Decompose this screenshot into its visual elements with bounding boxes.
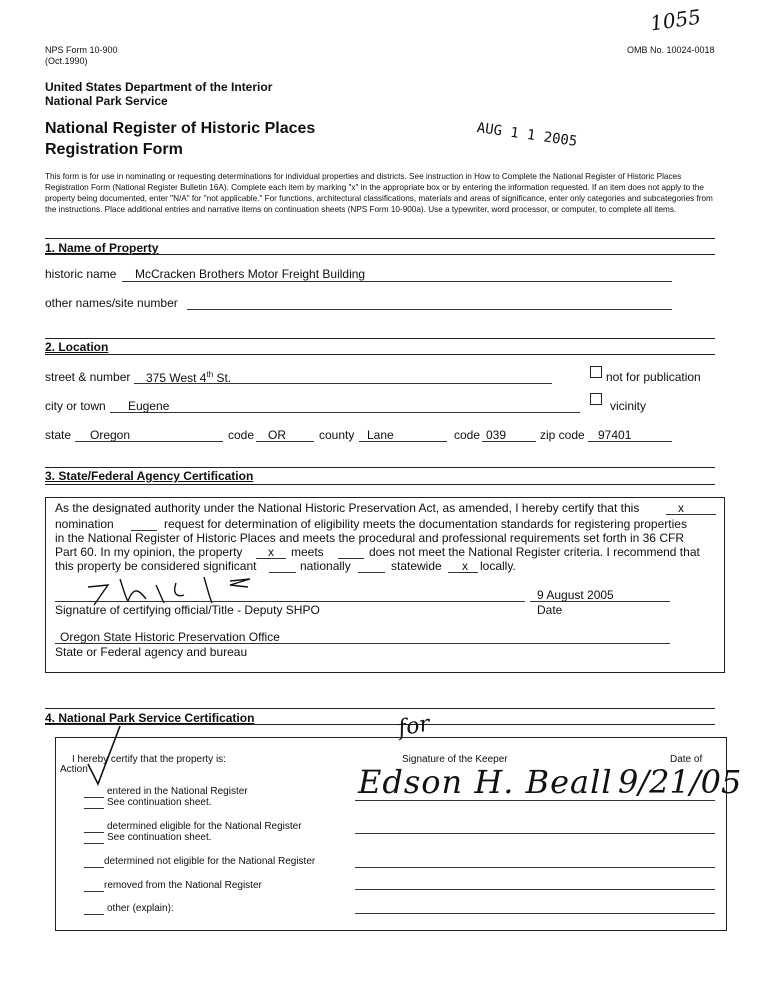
- state-label: state: [45, 428, 72, 442]
- county-code-label: code: [454, 428, 481, 442]
- signature-label: Signature of certifying official/Title - Deputy SHPO: [55, 603, 320, 617]
- cert-line-4a: Part 60. In my opinion, the property: [55, 545, 243, 559]
- statewide-checkline[interactable]: [358, 572, 385, 573]
- street-value[interactable]: 375 West 4th St.: [146, 370, 232, 385]
- state-code-label: code: [228, 428, 255, 442]
- section1-heading: 1. Name of Property: [45, 241, 159, 255]
- instructions-text: This form is for use in nominating or requesting determinations for individual properties and districts. See instruction in How to Complete the National Register of Historic Places Registration Form (National Register Bulletin 16A). Complete each item by marking "x" in the appropriate box or by entering the information requested. If an item does not apply to the property being documented, enter "N/A" for "not applicable." For functions, architectural classifications, materials and areas of significance, enter only categories and subcategories from the instructions. Place additional entries and narrative items on continuation sheets (NPS Form 10-900a). Use a typewriter, word processor, or computer, to complete all items.: [45, 172, 713, 214]
- city-value[interactable]: Eugene: [128, 399, 170, 413]
- sig-date-value[interactable]: 9 August 2005: [537, 588, 614, 602]
- date-label: Date: [537, 603, 563, 617]
- section-rule: [45, 484, 715, 485]
- date-of-action-label: Date of: [670, 754, 703, 765]
- received-stamp: AUG 1 1 2005: [475, 120, 579, 150]
- street-label: street & number: [45, 370, 131, 384]
- field-underline: [448, 572, 478, 573]
- not-eligible-checkline[interactable]: [84, 867, 104, 868]
- zip-value[interactable]: 97401: [598, 428, 632, 442]
- field-underline: [122, 281, 672, 282]
- check-mark: [82, 724, 132, 788]
- field-underline: [666, 514, 716, 515]
- section-rule: [45, 467, 715, 468]
- not-for-publication-checkbox[interactable]: [590, 366, 602, 378]
- option-entered-continuation: See continuation sheet.: [107, 797, 212, 808]
- field-underline: [187, 309, 672, 310]
- state-code-value[interactable]: OR: [268, 428, 286, 442]
- not-for-publication-label: not for publication: [606, 370, 701, 384]
- field-underline: [482, 441, 536, 442]
- section2-heading: 2. Location: [45, 340, 109, 354]
- county-code-value[interactable]: 039: [486, 428, 507, 442]
- section-rule: [45, 708, 715, 709]
- form-number: NPS Form 10-900: [45, 45, 118, 55]
- cert-line-3: in the National Register of Historic Places and meets the procedural and professional requirements set forth in 36 CFR: [55, 531, 684, 545]
- field-underline: [110, 412, 580, 413]
- city-label: city or town: [45, 399, 106, 413]
- agency-value[interactable]: Oregon State Historic Preservation Office: [60, 630, 280, 644]
- keeper-sig-line: [355, 889, 715, 890]
- page-title: National Register of Historic Places: [45, 120, 316, 137]
- signature-line: [55, 601, 525, 602]
- cert-line-5b: nationally: [300, 559, 351, 573]
- omb-number: OMB No. 10024-0018: [627, 45, 715, 55]
- state-value[interactable]: Oregon: [90, 428, 131, 442]
- section4-heading: 4. National Park Service Certification: [45, 711, 255, 725]
- cert-line-2b: request for determination of eligibility meets the documentation standards for registering properties: [164, 517, 687, 531]
- cert-line-5a: this property be considered significant: [55, 559, 257, 573]
- handwritten-number: 1055: [648, 4, 703, 36]
- removed-checkline[interactable]: [84, 891, 104, 892]
- other-checkline[interactable]: [84, 914, 104, 915]
- section-rule: [45, 338, 715, 339]
- agency-service: National Park Service: [45, 94, 168, 108]
- cert-line-2a: nomination: [55, 517, 114, 531]
- section-rule: [45, 724, 715, 725]
- agency-label: State or Federal agency and bureau: [55, 645, 248, 659]
- option-eligible-continuation: See continuation sheet.: [107, 832, 212, 843]
- certify-text: I hereby certify that the property is:: [72, 754, 226, 765]
- cert-mark-nomination[interactable]: x: [678, 501, 684, 515]
- cert-line-5d: locally.: [480, 559, 516, 573]
- option-eligible: determined eligible for the National Register: [107, 821, 302, 832]
- keeper-label: Signature of the Keeper: [402, 754, 508, 765]
- page-subtitle: Registration Form: [45, 141, 183, 158]
- other-names-label: other names/site number: [45, 296, 178, 310]
- cert-line-4c: does not meet the National Register criteria. I recommend that: [369, 545, 700, 559]
- eligible-continuation-checkline[interactable]: [84, 843, 104, 844]
- section-rule: [45, 254, 715, 255]
- keeper-sig-line: [355, 833, 715, 834]
- department: United States Department of the Interior: [45, 80, 273, 94]
- option-entered: entered in the National Register: [107, 786, 248, 797]
- county-value[interactable]: Lane: [367, 428, 394, 442]
- handwritten-for: for: [396, 711, 432, 742]
- field-underline: [588, 441, 672, 442]
- action-label: Action: [60, 764, 88, 775]
- section3-heading: 3. State/Federal Agency Certification: [45, 469, 254, 483]
- section-rule: [45, 354, 715, 355]
- cert-line-5c: statewide: [391, 559, 442, 573]
- cert-mark-locally[interactable]: x: [462, 559, 468, 573]
- field-underline: [75, 441, 223, 442]
- entered-checkline[interactable]: [84, 797, 104, 798]
- historic-name-label: historic name: [45, 267, 117, 281]
- form-date: (Oct.1990): [45, 56, 88, 66]
- cert-line-4b: meets: [291, 545, 324, 559]
- field-underline: [134, 383, 552, 384]
- vicinity-label: vicinity: [610, 399, 647, 413]
- zip-label: zip code: [540, 428, 585, 442]
- option-removed: removed from the National Register: [104, 880, 262, 891]
- date-line: [530, 601, 670, 602]
- field-underline: [256, 441, 314, 442]
- section-rule: [45, 238, 715, 239]
- vicinity-checkbox[interactable]: [590, 393, 602, 405]
- keeper-sig-line: [355, 913, 715, 914]
- option-other: other (explain):: [107, 903, 174, 914]
- county-label: county: [319, 428, 355, 442]
- keeper-sig-line: [355, 867, 715, 868]
- entered-continuation-checkline[interactable]: [84, 808, 104, 809]
- keeper-date: 9/21/05: [618, 763, 742, 801]
- keeper-signature: Edson H. Beall: [358, 763, 613, 801]
- eligible-checkline[interactable]: [84, 832, 104, 833]
- cert-mark-meets[interactable]: x: [268, 545, 274, 559]
- historic-name-value[interactable]: McCracken Brothers Motor Freight Building: [135, 267, 366, 281]
- field-underline: [359, 441, 447, 442]
- option-not-eligible: determined not eligible for the National Register: [104, 856, 316, 867]
- keeper-sig-line: [355, 800, 715, 801]
- agency-line: [55, 643, 670, 644]
- cert-line-1: As the designated authority under the National Historic Preservation Act, as amended, I hereby certify that this: [55, 501, 640, 515]
- field-underline: [256, 558, 286, 559]
